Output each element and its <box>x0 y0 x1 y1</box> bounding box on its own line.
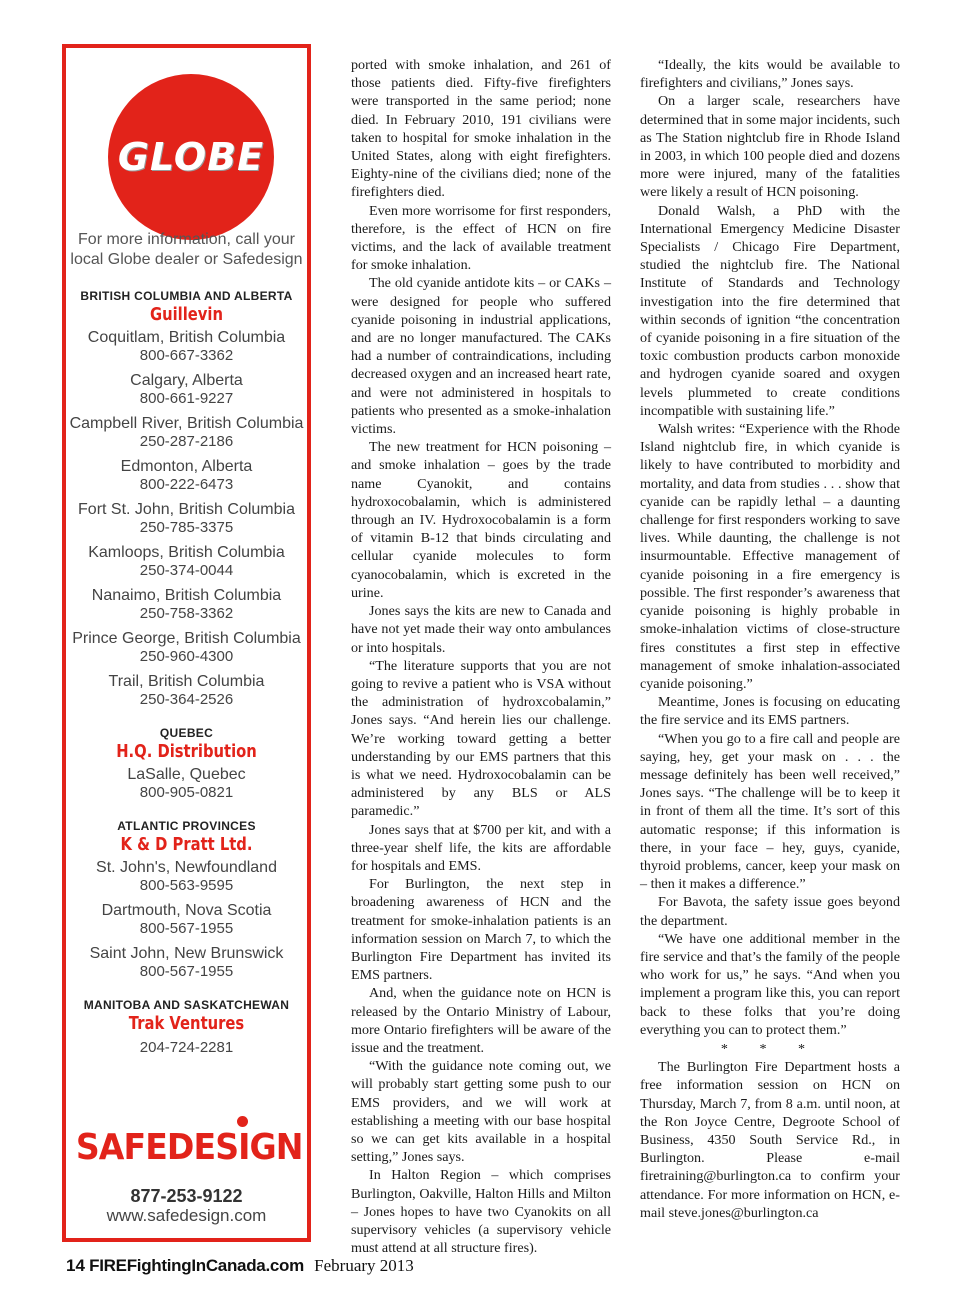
dealer-name: Guillevin <box>149 304 224 325</box>
article-paragraph: “Ideally, the kits would be available to firefighters and civilians,” Jones says. <box>640 57 900 92</box>
ad-intro-line1: For more information, call your <box>78 231 295 248</box>
dealer-city: Trail, British Columbia <box>108 673 265 690</box>
dealer-phone: 250-785-3375 <box>139 519 234 536</box>
article-paragraph: “When you go to a fire call and people are saying, hey, get your mask on . . . the message definitely has been well received,” Jones says. “The challenge will be to keep it in front of them all the time. It’s sort of this automatic response; if this information is there, in your face – hey, guys, cyanide, thyroid problems, cancer, keep your mask on – then it makes a difference.” <box>640 730 900 893</box>
dealer-name: H.Q. Distribution <box>116 741 257 762</box>
safedesign-logo-text: SAFEDESIGN <box>75 1127 303 1168</box>
dealer-city: Dartmouth, Nova Scotia <box>101 902 272 919</box>
page-footer <box>66 1256 414 1276</box>
dealer-city: Saint John, New Brunswick <box>89 945 284 962</box>
dealer-city: Fort St. John, British Columbia <box>78 501 295 518</box>
article-paragraph: Jones says that at $700 per kit, and with a three-year shelf life, the kits are affordable for hospitals and EMS. <box>351 821 611 874</box>
dealer-phone: 800-661-9227 <box>139 390 234 407</box>
article-paragraph: “We have one additional member in the fire service and that’s the family of the people who work for us,” he says. “And when you implement a program like this, you can report back to these folks that you’re doing everything you can to protect them.” <box>640 930 900 1038</box>
dealer-phone: 800-567-1955 <box>139 963 234 980</box>
dealer-phone: 250-758-3362 <box>139 605 234 622</box>
dealer-city: St. John's, Newfoundland <box>96 859 277 876</box>
safedesign-website[interactable]: www.safedesign.com <box>106 1206 267 1225</box>
dealer-phone: 800-222-6473 <box>139 476 234 493</box>
globe-safedesign-ad <box>62 44 311 1242</box>
dealer-city: Nanaimo, British Columbia <box>91 587 282 604</box>
ad-intro <box>66 230 307 270</box>
dealer-city: Prince George, British Columbia <box>72 630 301 647</box>
article-paragraph: And, when the guidance note on HCN is released by the Ontario Ministry of Labour, more Ontario firefighters will be aware of the issue and the treatment. <box>351 985 611 1056</box>
dealer-city: Calgary, Alberta <box>130 372 243 389</box>
safedesign-logo <box>66 1118 307 1178</box>
safedesign-dot-icon <box>237 1116 248 1127</box>
article-paragraph: ported with smoke inhalation, and 261 of those patients died. Fifty-five firefighters were transported in the same period; none died. In February 2010, 191 civilians were taken to hospital for smoke inhalation in the United States, along with eight firefighters. Eighty-nine of the civilians died; none of the firefighters died. <box>351 57 611 201</box>
article-paragraph: The old cyanide antidote kits – or CAKs – were designed for people who suffered cyanide poisoning in industrial applications, and are no longer manufactured. The CAKs had a number of contraindications, including decreased oxygen and an increased heart rate, and were not administered in hospitals to patients who presented as a smoke-inhalation victims. <box>351 275 611 438</box>
region-heading: ATLANTIC PROVINCES <box>117 819 256 833</box>
dealer-name: Trak Ventures <box>128 1013 245 1034</box>
dealer-phone: 250-287-2186 <box>139 433 234 450</box>
article-column-1 <box>351 56 611 1257</box>
article-paragraph: Jones says the kits are new to Canada and have not yet made their way onto ambulances or into hospitals. <box>351 603 611 656</box>
article-paragraph: “With the guidance note coming out, we will probably start getting some push to our EMS providers, and we will work at establishing a meeting with our base hospital so we can get kits available in a hospital setting,” Jones says. <box>351 1058 611 1166</box>
safedesign-phone: 877-253-9122 <box>130 1186 243 1206</box>
dealer-name: K & D Pratt Ltd. <box>120 834 253 855</box>
ad-intro-line2: local Globe dealer or Safedesign <box>70 251 303 268</box>
publication-name: FIREFightingInCanada.com <box>89 1256 304 1275</box>
dealer-phone: 204-724-2281 <box>139 1039 234 1056</box>
region-heading: QUEBEC <box>159 726 214 740</box>
dealer-city: Edmonton, Alberta <box>120 458 253 475</box>
dealer-phone: 800-563-9595 <box>139 877 234 894</box>
article-paragraph: Donald Walsh, a PhD with the International Emergency Medicine Disaster Specialists / Chicago Fire Department, studied the nightclub fire. The National Institute of Standards and Technology investigation into the fire determined that within seconds of ignition “the concentration of cyanide poisoning in a fire situation of the toxic combustion products carbon monoxide and hydrogen cyanide soared and oxygen levels plummeted to create conditions incompatible with sustaining life.” <box>640 202 900 419</box>
dealer-phone: 250-374-0044 <box>139 562 234 579</box>
article-paragraph: The Burlington Fire Department hosts a free information session on HCN on Thursday, March 7, from 8 a.m. until noon, at the Ron Joyce Centre, Degroote School of Business, 4350 South Service Rd., in Burlington. Please e-mail firetraining@burlington.ca to confirm your attendance. For more information on HCN, e-mail steve.jones@burlington.ca <box>640 1059 900 1221</box>
dealer-list <box>66 282 307 1067</box>
dealer-city: Kamloops, British Columbia <box>88 544 285 561</box>
issue-date: February 2013 <box>314 1256 414 1275</box>
dealer-phone: 250-960-4300 <box>139 648 234 665</box>
globe-logo <box>108 74 274 240</box>
dealer-phone: 800-905-0821 <box>139 784 234 801</box>
article-paragraph: The new treatment for HCN poisoning – and smoke inhalation – goes by the trade name Cyanokit, and contains hydroxocobalamin, which is administered through an IV. Hydroxocobalamin is a form of vitamin B-12 that binds circulating and cellular cyanide molecules to form cyanocobalamin, which is excreted in the urine. <box>351 439 611 601</box>
region-heading: BRITISH COLUMBIA AND ALBERTA <box>80 289 293 303</box>
dealer-city: LaSalle, Quebec <box>127 766 246 783</box>
article-paragraph: “The literature supports that you are not going to revive a patient who is VSA without the administration of hydroxcobalamin,” Jones says. “And herein lies our challenge. We’re working toward getting a better understanding by our EMS partners that this is what we need. Hydroxocobalamin can be administered by any BLS or ALS paramedic.” <box>351 657 611 820</box>
dealer-phone: 800-667-3362 <box>139 347 234 364</box>
dealer-city: Campbell River, British Columbia <box>69 415 304 432</box>
region-heading: MANITOBA AND SASKATCHEWAN <box>83 998 290 1012</box>
dealer-city: Coquitlam, British Columbia <box>87 329 286 346</box>
article-paragraph: On a larger scale, researchers have determined that in some major incidents, such as The Station nightclub fire in Rhode Island in 2003, in which 100 people died and dozens more were injured, many of the fatalities were likely a result of HCN poisoning. <box>640 93 900 201</box>
article-paragraph: For Bavota, the safety issue goes beyond the department. <box>640 894 900 929</box>
dealer-phone: 250-364-2526 <box>139 691 234 708</box>
article-paragraph: Even more worrisome for first responders, therefore, is the effect of HCN on fire victims, and the lack of available treatment for smoke inhalation. <box>351 202 611 274</box>
globe-logo-text: GLOBE <box>117 135 265 179</box>
page-number: 14 <box>66 1256 85 1275</box>
dealer-phone: 800-567-1955 <box>139 920 234 937</box>
article-paragraph: Walsh writes: “Experience with the Rhode Island nightclub fire, in which cyanide is likely to have contributed to morbidity and mortality, and data from studies . . . show that cyanide can be rapidly lethal – a daunting challenge for first responders working to save lives. While daunting, the challenge is not insurmountable. Effective management of cyanide poisoning in a fire emergency is possible. The first responder’s awareness that cyanide poisoning is highly probable in smoke-inhalation victims of close-structure fires constitutes a first step in effective management of smoke inhalation-associated cyanide poisoning.” <box>640 421 900 692</box>
article-paragraph: In Halton Region – which comprises Burlington, Oakville, Halton Hills and Milton – Jones hopes to have two Cyanokits on all supervisory vehicles (a supervisory vehicle must attend at all structure fires). <box>351 1167 611 1257</box>
section-break-stars: * * * <box>720 1040 820 1057</box>
article-column-2 <box>640 56 900 1222</box>
article-paragraph: Meantime, Jones is focusing on educating the fire service and its EMS partners. <box>640 694 900 729</box>
article-paragraph: For Burlington, the next step in broadening awareness of HCN and the treatment for smoke-inhalation patients is an information session on March 7, to which the Burlington Fire Department has invited its EMS partners. <box>351 876 611 984</box>
